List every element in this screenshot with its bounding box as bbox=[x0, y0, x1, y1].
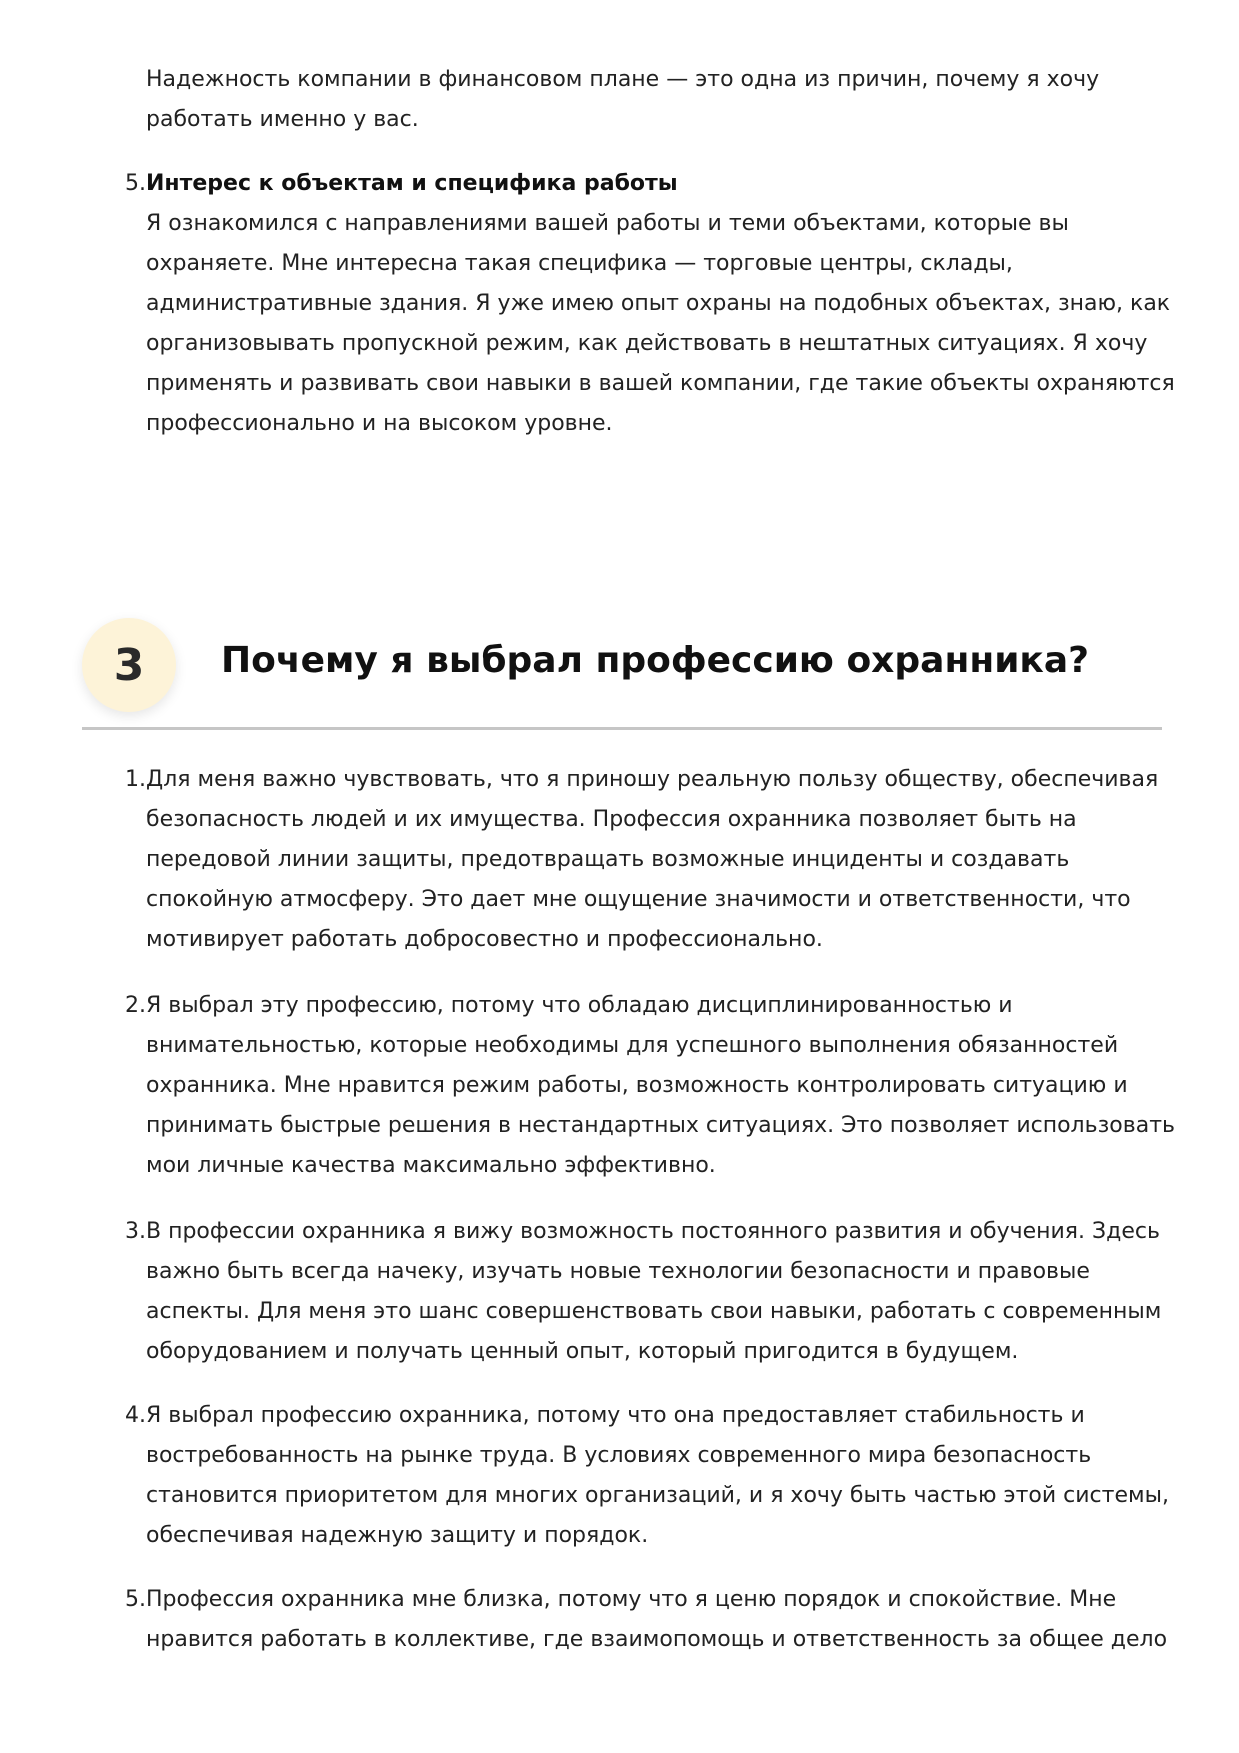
list-item-text: Я выбрал эту профессию, потому что обладаю дисциплинированностью и внимательностью, которые необходимы для успешного выполнения обязанностей охранника. Мне нравится режим работы, возможность контролировать ситуацию и принимать быстрые решения в нестандартных ситуациях. Это позволяет использовать мои личные качества максимально эффективно. bbox=[146, 993, 1175, 1178]
list-item-body bbox=[146, 164, 1178, 444]
list-item-title: Интерес к объектам и специфика работы bbox=[146, 171, 678, 196]
list-item bbox=[118, 1212, 1178, 1372]
list-item bbox=[118, 1580, 1178, 1660]
list-item-number: 5. bbox=[125, 1587, 146, 1612]
list-item-text: Я ознакомился с направлениями вашей работы и теми объектами, которые вы охраняете. Мне интересна такая специфика — торговые центры, склады, административные здания. Я уже имею опыт охраны на подобных объектах, знаю, как организовывать пропускной режим, как действовать в нештатных ситуациях. Я хочу применять и развивать свои навыки в вашей компании, где такие объекты охраняются профессионально и на высоком уровне. bbox=[146, 211, 1175, 436]
list-item-number: 3. bbox=[125, 1219, 146, 1244]
list-item-text: Для меня важно чувствовать, что я приношу реальную пользу обществу, обеспечивая безопасность людей и их имущества. Профессия охранника позволяет быть на передовой линии защиты, предотвращать возможные инциденты и создавать спокойную атмосферу. Это дает мне ощущение значимости и ответственности, что мотивирует работать добросовестно и профессионально. bbox=[146, 767, 1159, 952]
list-item-number: 5. bbox=[125, 171, 146, 196]
list-item-text: Я выбрал профессию охранника, потому что она предоставляет стабильность и востребованность на рынке труда. В условиях современного мира безопасность становится приоритетом для многих организаций, и я хочу быть частью этой системы, обеспечивая надежную защиту и порядок. bbox=[146, 1403, 1169, 1548]
section-header bbox=[82, 612, 1162, 730]
intro-paragraph: Надежность компании в финансовом плане — это одна из причин, почему я хочу работать именно у вас. bbox=[146, 67, 1100, 132]
list-item bbox=[118, 1396, 1178, 1556]
list-item-text: В профессии охранника я вижу возможность постоянного развития и обучения. Здесь важно быть всегда начеку, изучать новые технологии безопасности и правовые аспекты. Для меня это шанс совершенствовать свои навыки, работать с современным оборудованием и получать ценный опыт, который пригодится в будущем. bbox=[146, 1219, 1162, 1364]
list-item-text: Профессия охранника мне близка, потому что я ценю порядок и спокойствие. Мне нравится работать в коллективе, где взаимопомощь и ответственность за общее дело bbox=[146, 1587, 1168, 1652]
list-item bbox=[118, 986, 1178, 1186]
section-title: Почему я выбрал профессию охранника? bbox=[221, 640, 1090, 681]
section-number-badge: 3 bbox=[82, 618, 176, 712]
list-item-number: 1. bbox=[125, 767, 146, 792]
list-item-number: 2. bbox=[125, 993, 146, 1018]
list-item-number: 4. bbox=[125, 1403, 146, 1428]
list-item bbox=[118, 164, 1178, 444]
list-item bbox=[118, 760, 1178, 960]
